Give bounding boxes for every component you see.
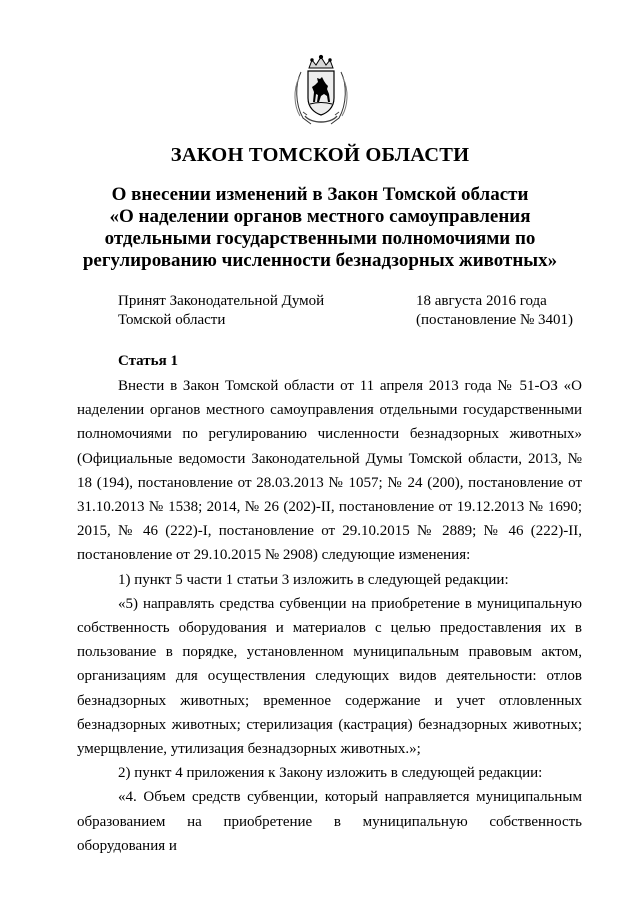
article-paragraph-intro: Внести в Закон Томской области от 11 апреля 2013 года № 51-ОЗ «О наделении органов местного самоуправления отдельными государственными полномочиями по регулированию численности безнадзорных животных» (Официальные ведомости Законодательной Думы Томской области, 2013, № 18 (194), постановление от 28.03.2013 № 1057; № 24 (200), постановление от 31.10.2013 № 1538; 2014, № 26 (202)-II, постановление от 19.12.2013 № 1690; 2015, № 46 (222)-I, постановление от 29.10.2015 № 2889; № 46 (222)-II, постановление от 29.10.2015 № 2908) следующие изменения: [77, 378, 582, 564]
adoption-date-line: 18 августа 2016 года [416, 293, 547, 309]
article-paragraph-item-2-text: «4. Объем средств субвенции, который направляется муниципальным образованием на приобретение в муниципальную собственность оборудования и [77, 789, 582, 854]
article-heading: Статья 1 [118, 353, 178, 369]
subtitle-line-2: «О наделении органов местного самоуправления [109, 206, 531, 227]
article-paragraph-item-1: 1) пункт 5 части 1 статьи 3 изложить в следующей редакции: [118, 571, 509, 588]
adoption-body-line-2: Томской области [118, 312, 226, 328]
subtitle-line-3: отдельными государственными полномочиями по [104, 228, 536, 249]
subtitle-line-4: регулированию численности безнадзорных животных» [82, 250, 558, 271]
subtitle-line-1: О внесении изменений в Закон Томской области [111, 184, 529, 205]
tomsk-oblast-coat-of-arms-icon [291, 54, 351, 128]
article-paragraph-item-1-text: «5) направлять средства субвенции на приобретение в муниципальную собственность оборудования и материалов с целью предоставления их в пользование в порядке, установленном муниципальным правовым актом, организациям для осуществления следующих видов деятельности: отлов безнадзорных животных; временное содержание и учет отловленных безнадзорных животных; стерилизация (кастрация) безнадзорных животных; умерщвление, утилизация безнадзорных животных.»; [77, 595, 582, 758]
adoption-date [416, 292, 573, 330]
adoption-resolution-line: (постановление № 3401) [416, 312, 574, 328]
article-body [77, 374, 582, 858]
law-title: ЗАКОН ТОМСКОЙ ОБЛАСТИ [170, 144, 470, 166]
adoption-body-line-1: Принят Законодательной Думой [118, 293, 325, 309]
law-subtitle [40, 184, 600, 272]
adoption-body [118, 292, 324, 330]
article-paragraph-item-2: 2) пункт 4 приложения к Закону изложить в следующей редакции: [118, 765, 543, 782]
